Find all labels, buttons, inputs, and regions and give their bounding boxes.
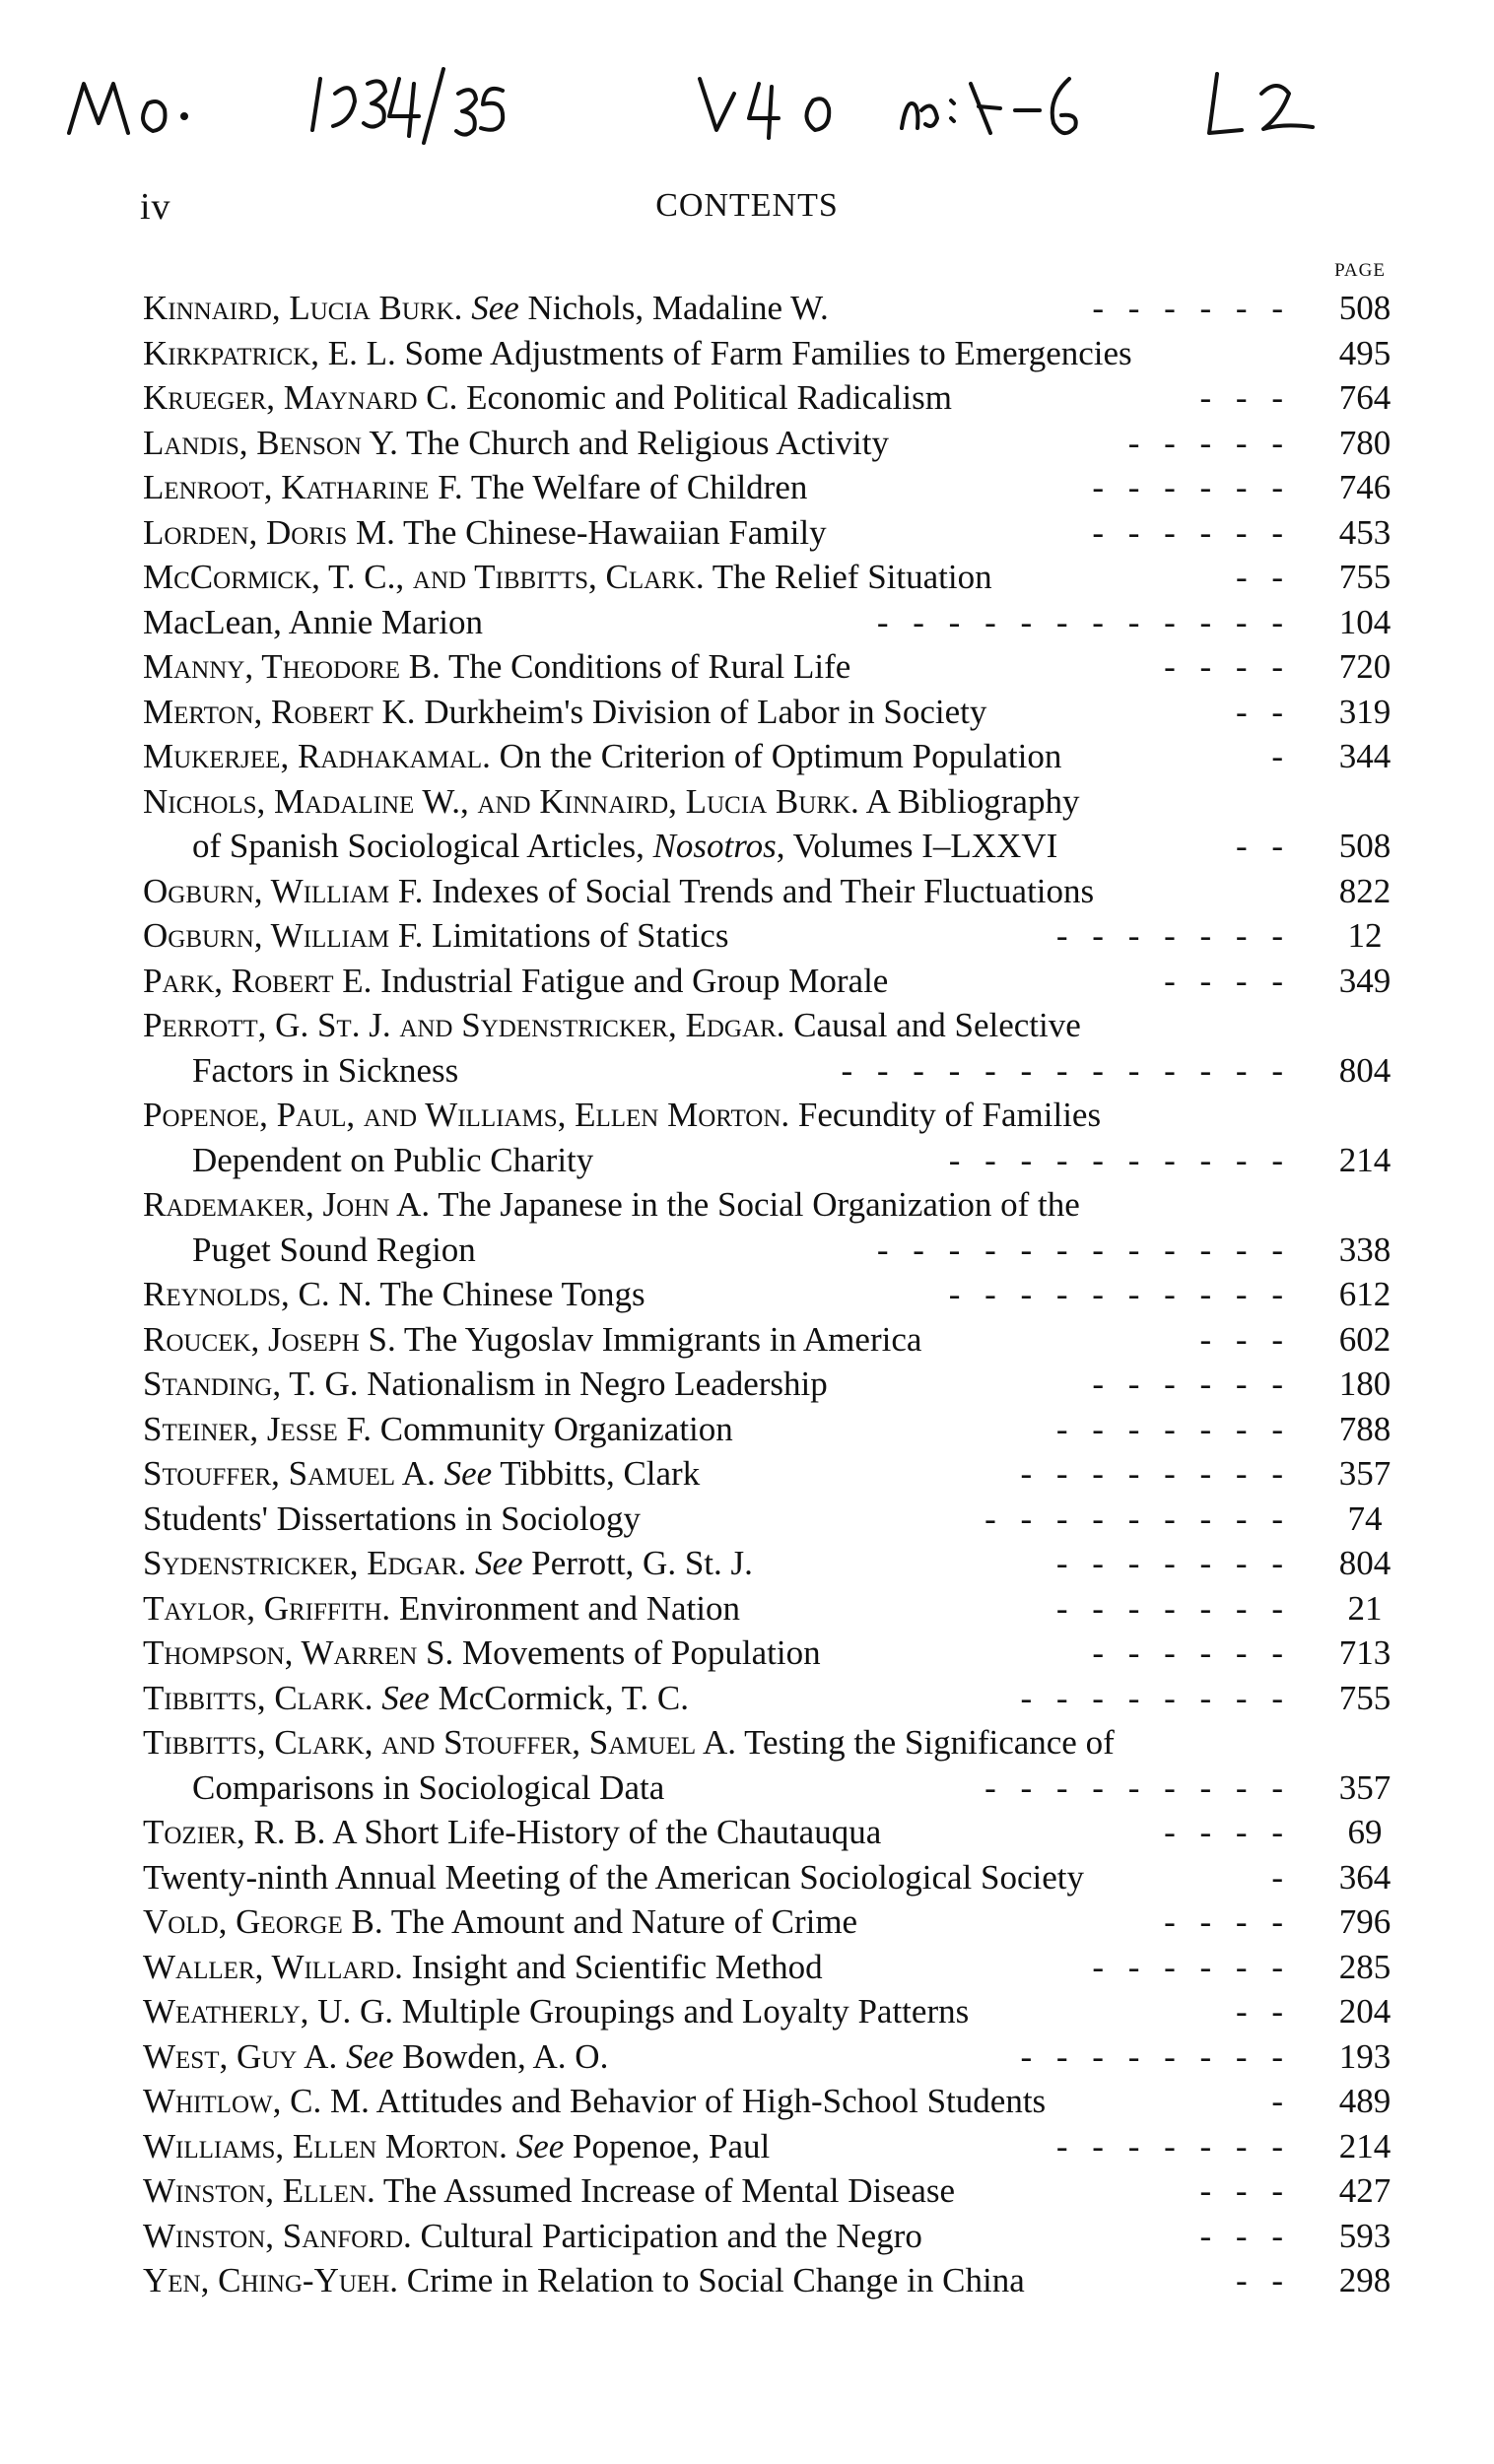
entry-title: See McCormick, T. C. [381, 1678, 689, 1717]
entry-leaders: - - - - - - - [1055, 1544, 1291, 1582]
entry-title: Attitudes and Behavior of High-School Students [375, 2082, 1047, 2120]
entry-title: Testing the Significance of [744, 1723, 1115, 1762]
entry-line [143, 1899, 1291, 1945]
entry-title: See Nichols, Madaline W. [471, 289, 829, 327]
entry-page-number: 357 [1338, 1454, 1392, 1493]
entry-line [143, 1945, 1291, 1990]
toc-entry [143, 1899, 1404, 1945]
entry-page-number: 180 [1338, 1365, 1392, 1403]
entry-line [143, 286, 1291, 331]
entry-page-number: 804 [1338, 1544, 1392, 1582]
entry-leaders: - - - - - - - - - [985, 1767, 1291, 1807]
entry-page-number: 349 [1338, 961, 1392, 1000]
entry-title: Limitations of Statics [432, 916, 729, 955]
entry-continuation-text: Comparisons in Sociological Data [192, 1767, 665, 1807]
entry-author: Tozier, R. B. [143, 1813, 326, 1851]
entry-leaders: - [1271, 2082, 1291, 2120]
entry-author: Weatherly, U. G. [143, 1992, 393, 2031]
entry-page-number: 746 [1338, 468, 1392, 506]
toc-entry [143, 1855, 1404, 1900]
entry-leaders: - - - - [1164, 1902, 1291, 1941]
entry-author: Krueger, Maynard C. [143, 378, 458, 417]
entry-page-number: 344 [1338, 737, 1392, 775]
toc-entry [143, 913, 1404, 959]
entry-page-number: 713 [1338, 1633, 1392, 1672]
entry-line [143, 510, 1291, 556]
entry-page-number: 822 [1338, 871, 1392, 910]
entry-line [143, 1810, 1291, 1855]
entry-page-number: 755 [1338, 1678, 1392, 1717]
page-column-header: PAGE [1334, 260, 1386, 281]
entry-line [143, 555, 1291, 600]
entry-page-number: 357 [1338, 1767, 1392, 1807]
entry-page-number: 21 [1347, 1588, 1383, 1628]
toc-entry [143, 2214, 1404, 2259]
entry-author: Ogburn, William F. [143, 871, 424, 910]
entry-leaders: - - - - - - - [1055, 1409, 1291, 1448]
entry-line [143, 2168, 1291, 2214]
toc-entry [143, 1720, 1404, 1810]
entry-author: Mukerjee, Radhakamal. [143, 737, 491, 775]
entry-author: Winston, Ellen. [143, 2171, 375, 2210]
entry-title: Nationalism in Negro Leadership [367, 1365, 828, 1403]
toc-entry [143, 375, 1404, 421]
toc-entry [143, 1586, 1404, 1632]
toc-entry [143, 1272, 1404, 1317]
entry-continuation [143, 1765, 1291, 1811]
entry-line [143, 1003, 1291, 1048]
entry-title: The Yugoslav Immigrants in America [403, 1319, 922, 1359]
entry-continuation [143, 824, 1291, 869]
entry-page-number: 74 [1347, 1498, 1383, 1538]
entry-line [143, 2034, 1291, 2080]
entry-leaders: - - - - - - - [1055, 1588, 1291, 1628]
entry-line [143, 1451, 1291, 1497]
entry-leaders: - - - - - [1127, 423, 1291, 462]
entry-page-number: 612 [1338, 1275, 1392, 1313]
entry-line [143, 2214, 1291, 2259]
entry-line [143, 1631, 1291, 1676]
toc-entry [143, 1451, 1404, 1497]
entry-author: Williams, Ellen Morton. [143, 2126, 508, 2165]
entry-page-number: 453 [1338, 512, 1392, 552]
toc-entry [143, 1989, 1404, 2034]
entry-line [143, 869, 1291, 914]
entry-page-number: 796 [1338, 1902, 1392, 1941]
entry-page-number: 508 [1338, 827, 1392, 865]
entry-line [143, 600, 1291, 645]
entry-leaders: - [1271, 737, 1291, 775]
entry-title: The Assumed Increase of Mental Disease [382, 2171, 956, 2210]
entry-author: Tibbitts, Clark, and Stouffer, Samuel A. [143, 1723, 736, 1762]
entry-author: Winston, Sanford. [143, 2216, 412, 2255]
entry-page-number: 720 [1338, 647, 1392, 686]
entry-leaders: - - - - - - - - [1020, 1678, 1291, 1717]
entry-author: Lenroot, Katharine F. [143, 468, 463, 506]
toc-entry [143, 1810, 1404, 1855]
entry-page-number: 489 [1338, 2082, 1392, 2120]
entry-page-number: 788 [1338, 1409, 1392, 1448]
toc-entry [143, 331, 1404, 376]
toc-entry [143, 644, 1404, 690]
entry-author: Nichols, Madaline W., and Kinnaird, Lucia Burk. [143, 781, 859, 821]
entry-author: Popenoe, Paul, and Williams, Ellen Morton. [143, 1096, 790, 1134]
toc-entry [143, 959, 1404, 1004]
entry-line [143, 1272, 1291, 1317]
entry-title: The Welfare of Children [470, 468, 808, 506]
toc-entry [143, 1541, 1404, 1586]
entry-continuation [143, 1228, 1291, 1273]
toc-entry [143, 286, 1404, 331]
entry-title: See Popenoe, Paul [515, 2126, 771, 2165]
entry-title: The Amount and Nature of Crime [390, 1902, 858, 1941]
toc-entry [143, 2258, 1404, 2303]
entry-author: Ogburn, William F. [143, 916, 424, 955]
entry-page-number: 193 [1338, 2036, 1392, 2076]
entry-author: Thompson, Warren S. [143, 1633, 454, 1672]
entry-line [143, 1989, 1291, 2034]
entry-continuation-text: Puget Sound Region [192, 1230, 476, 1269]
entry-continuation-text: Factors in Sickness [192, 1050, 459, 1090]
entry-title: Twenty-ninth Annual Meeting of the American Sociological Society [143, 1857, 1084, 1897]
entry-page-number: 104 [1338, 602, 1392, 641]
toc-entry [143, 1631, 1404, 1676]
entry-line [143, 375, 1291, 421]
contents-list [143, 286, 1404, 2303]
toc-entry [143, 1407, 1404, 1452]
entry-title: Durkheim's Division of Labor in Society [424, 692, 987, 731]
entry-leaders: - - - - - - - - - - - - [876, 1230, 1291, 1269]
entry-line [143, 1586, 1291, 1632]
entry-title: Insight and Scientific Method [411, 1947, 823, 1986]
entry-line [143, 2258, 1291, 2303]
entry-line [143, 331, 1291, 376]
entry-line [143, 913, 1291, 959]
toc-entry [143, 779, 1404, 869]
entry-title: Multiple Groupings and Loyalty Patterns [401, 1992, 970, 2031]
toc-entry [143, 690, 1404, 735]
entry-title: Cultural Participation and the Negro [420, 2216, 922, 2255]
entry-title: A Short Life-History of the Chautauqua [332, 1813, 882, 1851]
entry-title: Industrial Fatigue and Group Morale [380, 961, 889, 1000]
entry-title: Fecundity of Families [797, 1096, 1102, 1134]
entry-page-number: 755 [1338, 558, 1392, 596]
entry-author: Roucek, Joseph S. [143, 1319, 396, 1359]
entry-page-number: 319 [1338, 692, 1392, 731]
entry-page-number: 764 [1338, 378, 1392, 417]
entry-leaders: - - - - - - [1092, 512, 1291, 552]
entry-author: Reynolds, C. N. [143, 1275, 373, 1313]
entry-line [143, 1497, 1291, 1542]
entry-author: Rademaker, John A. [143, 1185, 431, 1224]
entry-author: Landis, Benson Y. [143, 423, 398, 462]
toc-entry [143, 421, 1404, 466]
entry-leaders: - - - - - - [1092, 1633, 1291, 1672]
entry-leaders: - - - - [1164, 961, 1291, 1000]
toc-entry [143, 465, 1404, 510]
entry-leaders: - - [1235, 692, 1291, 731]
entry-leaders: - - - - - - [1092, 1365, 1291, 1403]
toc-entry [143, 1317, 1404, 1363]
entry-author: Park, Robert E. [143, 961, 373, 1000]
entry-page-number: 12 [1347, 916, 1383, 955]
toc-entry [143, 2168, 1404, 2214]
entry-leaders: - - - - - - - [1055, 916, 1291, 955]
entry-line [143, 2079, 1291, 2124]
entry-page-number: 285 [1338, 1947, 1392, 1986]
entry-title: See Tibbitts, Clark [443, 1454, 701, 1493]
entry-line [143, 1407, 1291, 1452]
entry-author: West, Guy A. [143, 2036, 338, 2076]
entry-line [143, 1855, 1291, 1900]
toc-entry [143, 555, 1404, 600]
toc-entry [143, 869, 1404, 914]
entry-line [143, 421, 1291, 466]
entry-line [143, 1093, 1291, 1138]
entry-leaders: - - [1235, 558, 1291, 596]
entry-author: Kirkpatrick, E. L. [143, 333, 396, 372]
toc-entry [143, 1093, 1404, 1182]
entry-page-number: 804 [1338, 1050, 1392, 1090]
handwritten-annotation [54, 39, 1434, 158]
entry-page-number: 508 [1338, 289, 1392, 327]
entry-leaders: - - - - - - [1092, 1947, 1291, 1986]
entry-page-number: 298 [1338, 2261, 1392, 2299]
entry-line [143, 779, 1291, 825]
entry-title: Movements of Population [461, 1633, 821, 1672]
entry-author: Vold, George B. [143, 1902, 383, 1941]
entry-author: Lorden, Doris M. [143, 512, 395, 552]
entry-author: Waller, Willard. [143, 1947, 403, 1986]
entry-author: Tibbitts, Clark. [143, 1678, 374, 1717]
entry-line [143, 1182, 1291, 1228]
entry-author: Sydenstricker, Edgar. [143, 1544, 467, 1582]
entry-author: Taylor, Griffith. [143, 1588, 391, 1628]
entry-leaders: - - - [1199, 2171, 1291, 2210]
entry-author: Merton, Robert K. [143, 692, 416, 731]
entry-line [143, 734, 1291, 779]
entry-page-number: 495 [1338, 333, 1392, 372]
entry-leaders: - - - - - - [1092, 289, 1291, 327]
entry-leaders: - - - - [1164, 1813, 1291, 1851]
entry-leaders: - - [1235, 2261, 1291, 2299]
entry-leaders: - - - [1199, 378, 1291, 417]
entry-author: Standing, T. G. [143, 1365, 359, 1403]
entry-leaders: - - [1235, 1992, 1291, 2031]
entry-title: Economic and Political Radicalism [466, 378, 952, 417]
entry-author: Whitlow, C. M. [143, 2082, 370, 2120]
toc-entry [143, 1362, 1404, 1407]
entry-page-number: 204 [1338, 1992, 1392, 2031]
entry-leaders: - - - - - - [1092, 468, 1291, 506]
entry-leaders: - - - [1199, 1319, 1291, 1359]
entry-leaders: - - - - - - - - - - [948, 1140, 1291, 1179]
entry-title: Community Organization [379, 1409, 733, 1448]
entry-line [143, 1317, 1291, 1363]
entry-title: Students' Dissertations in Sociology [143, 1498, 642, 1538]
entry-continuation [143, 1138, 1291, 1183]
entry-page-number: 427 [1338, 2171, 1392, 2210]
toc-entry [143, 1945, 1404, 1990]
entry-leaders: - - - - - - - - - - - - [876, 602, 1291, 641]
entry-title: The Chinese Tongs [379, 1275, 645, 1313]
entry-leaders: - - - [1199, 2216, 1291, 2255]
entry-title: Causal and Selective [793, 1006, 1081, 1044]
entry-leaders: - - - - - - - - [1020, 2036, 1291, 2076]
entry-author: Perrott, G. St. J. and Sydenstricker, Edgar. [143, 1006, 785, 1044]
entry-leaders: - - - - - - - - - [985, 1498, 1291, 1538]
entry-author: Kinnaird, Lucia Burk. [143, 289, 463, 327]
entry-page-number: 214 [1338, 1140, 1392, 1179]
entry-title: Crime in Relation to Social Change in China [406, 2261, 1025, 2299]
entry-title: On the Criterion of Optimum Population [499, 737, 1062, 775]
entry-continuation-text: of Spanish Sociological Articles, Nosotros, Volumes I–LXXVI [192, 827, 1058, 865]
entry-line [143, 465, 1291, 510]
entry-author: McCormick, T. C., and Tibbitts, Clark. [143, 558, 705, 596]
entry-page-number: 364 [1338, 1857, 1392, 1897]
toc-entry [143, 1182, 1404, 1272]
entry-continuation-text: Dependent on Public Charity [192, 1140, 594, 1179]
entry-title: Indexes of Social Trends and Their Fluctuations [432, 871, 1095, 910]
entry-leaders: - - - - - - - - [1020, 1454, 1291, 1493]
toc-entry [143, 1676, 1404, 1721]
entry-author: Manny, Theodore B. [143, 647, 441, 686]
entry-leaders: - - - - - - - - - - - - - [841, 1050, 1291, 1090]
entry-page-number: 214 [1338, 2126, 1392, 2165]
toc-entry [143, 1497, 1404, 1542]
entry-line [143, 1541, 1291, 1586]
entry-page-number: 593 [1338, 2216, 1392, 2255]
entry-title: Some Adjustments of Farm Families to Emergencies [404, 333, 1132, 372]
entry-title: See Perrott, G. St. J. [474, 1544, 753, 1582]
toc-entry [143, 2124, 1404, 2169]
entry-leaders: - - - - - - - [1055, 2126, 1291, 2165]
page-number: iv [140, 186, 171, 228]
entry-title: The Church and Religious Activity [406, 423, 889, 462]
entry-title: The Conditions of Rural Life [448, 647, 851, 686]
entry-author: Stouffer, Samuel A. [143, 1454, 436, 1493]
entry-author: Steiner, Jesse F. [143, 1409, 372, 1448]
entry-title: MacLean, Annie Marion [143, 602, 484, 641]
toc-entry [143, 734, 1404, 779]
entry-line [143, 690, 1291, 735]
toc-entry [143, 2034, 1404, 2080]
entry-page-number: 69 [1347, 1813, 1383, 1851]
entry-line [143, 644, 1291, 690]
entry-author: Yen, Ching-Yueh. [143, 2261, 398, 2299]
running-head: CONTENTS [655, 187, 839, 224]
entry-title: The Chinese-Hawaiian Family [402, 512, 827, 552]
entry-page-number: 780 [1338, 423, 1392, 462]
entry-line [143, 2124, 1291, 2169]
entry-title: See Bowden, A. O. [345, 2036, 609, 2076]
entry-title: Environment and Nation [398, 1588, 740, 1628]
entry-leaders: - - - - - - - - - - [948, 1275, 1291, 1313]
toc-entry [143, 600, 1404, 645]
entry-title: The Relief Situation [712, 558, 992, 596]
entry-leaders: - - [1235, 827, 1291, 865]
toc-entry [143, 510, 1404, 556]
entry-line [143, 959, 1291, 1004]
toc-entry [143, 1003, 1404, 1093]
entry-line [143, 1676, 1291, 1721]
entry-page-number: 602 [1338, 1319, 1392, 1359]
toc-entry [143, 2079, 1404, 2124]
entry-title: A Bibliography [865, 781, 1080, 821]
entry-line [143, 1362, 1291, 1407]
entry-continuation [143, 1048, 1291, 1094]
entry-leaders: - - - - [1164, 647, 1291, 686]
entry-page-number: 338 [1338, 1230, 1392, 1269]
entry-leaders: - [1271, 1857, 1291, 1897]
entry-line [143, 1720, 1291, 1765]
entry-title: The Japanese in the Social Organization of the [438, 1185, 1080, 1224]
